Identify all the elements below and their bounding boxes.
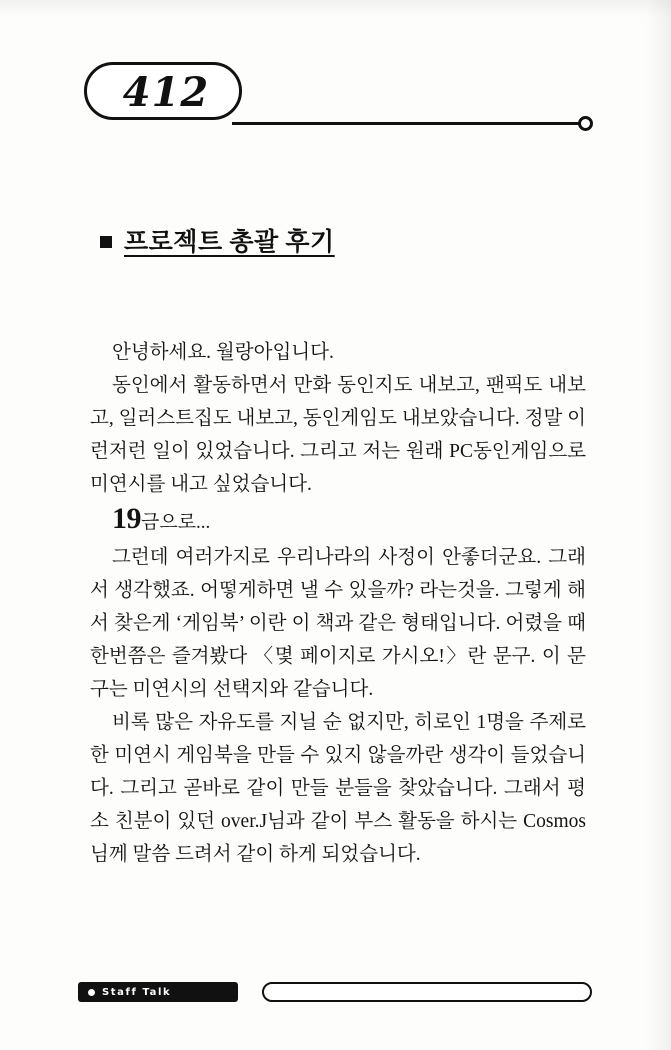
header-end-dot-icon — [578, 116, 593, 131]
highlight-number: 19 — [112, 502, 141, 535]
page-number-capsule — [84, 62, 242, 120]
paragraph: 비록 많은 자유도를 지닐 순 없지만, 히로인 1명을 주제로 한 미연시 게임북을 만들 수 있지 않을까란 생각이 들었습니다. 그리고 곧바로 같이 만들 분들을 찾았습니다. 그래서 평소 친분이 있던 over.J님과 같이 부스 활동을 하시는 Cosmos님께 말씀 드려서 같이 하게 되었습니다. — [90, 712, 586, 865]
page-right-shading — [645, 0, 671, 1050]
page-header — [0, 62, 671, 142]
body-text — [90, 336, 586, 871]
section-title: 프로젝트 총괄 후기 — [124, 229, 335, 256]
footer-tag-label: Staff Talk — [102, 986, 172, 998]
paragraph: 그런데 여러가지로 우리나라의 사정이 안좋더군요. 그래서 생각했죠. 어떻게하면 낼 수 있을까? 라는것을. 그렇게 해서 찾은게 ‘게임북’ 이란 이 책과 같은 형태입니다. 어렸을 때 한번쯤은 즐겨봤다 〈몇 페이지로 가시오!〉란 문구. 이 문구는 미연시의 선택지와 같습니다. — [90, 547, 586, 700]
header-rule — [232, 122, 584, 125]
highlight-line — [90, 501, 586, 541]
footer-tag — [78, 982, 238, 1002]
page-top-shading — [0, 0, 671, 18]
square-bullet-icon — [100, 236, 112, 248]
highlight-tail: 금으로... — [141, 512, 211, 533]
paragraph: 안녕하세요. 월랑아입니다. — [112, 342, 334, 363]
footer-bar — [262, 982, 592, 1002]
footer-dot-icon — [88, 989, 95, 996]
page-number: 412 — [122, 69, 210, 116]
paragraph: 동인에서 활동하면서 만화 동인지도 내보고, 팬픽도 내보고, 일러스트집도 내보고, 동인게임도 내보았습니다. 정말 이런저런 일이 있었습니다. 그리고 저는 원래 PC동인게임으로 미연시를 내고 싶었습니다. — [90, 375, 586, 495]
section-heading — [100, 222, 335, 258]
page-footer — [0, 982, 671, 1004]
